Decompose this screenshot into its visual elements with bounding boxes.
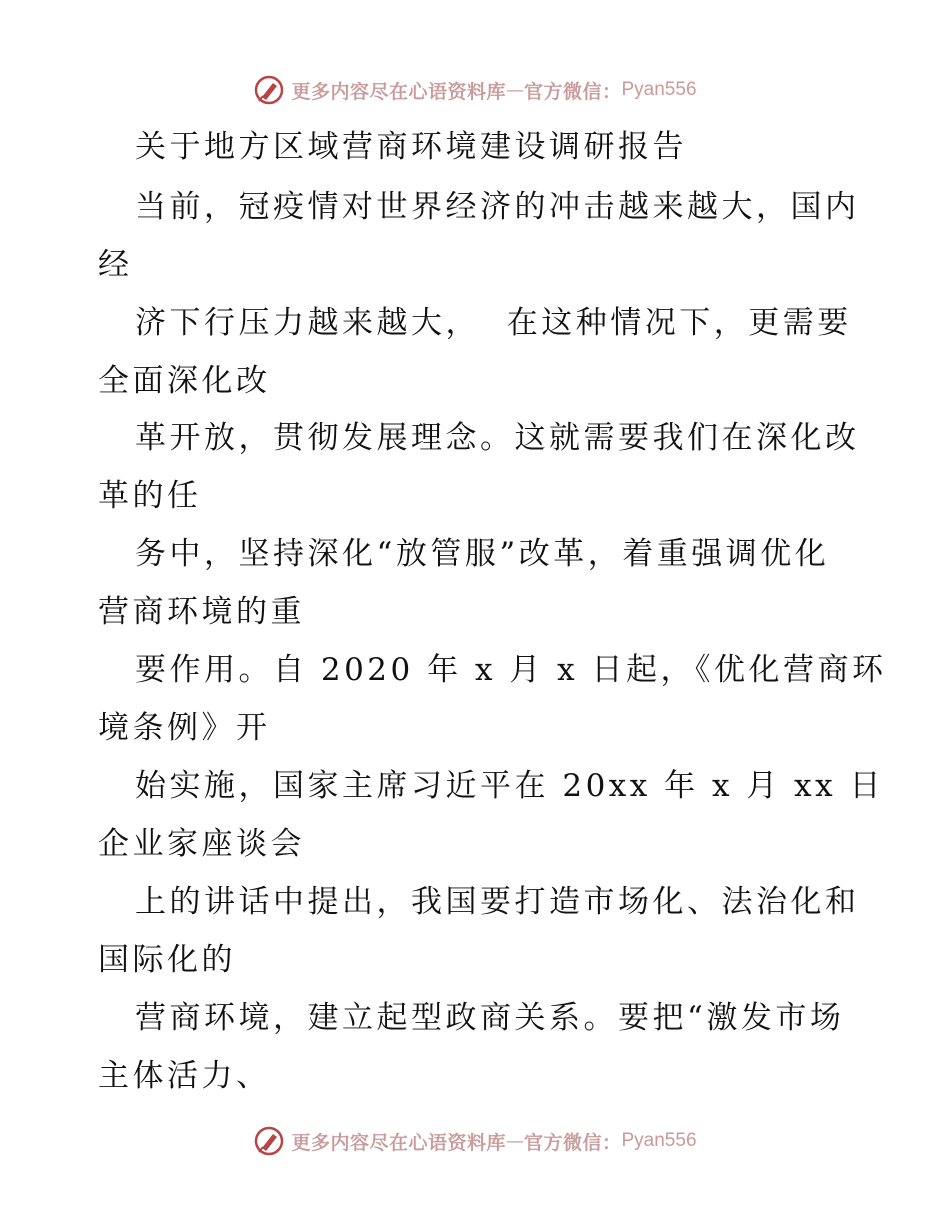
- watermark-text: 更多内容尽在心语资料库: [291, 80, 506, 103]
- text-line: 革开放，贯彻发展理念。这就需要我们在深化改: [135, 420, 860, 456]
- footer-watermark: [0, 1121, 950, 1161]
- text-line: 营商环境的重: [98, 594, 305, 630]
- quill-logo-icon: [253, 74, 285, 106]
- text-line: 国际化的: [98, 942, 236, 978]
- watermark-wechat-label: 官方微信：: [523, 80, 622, 103]
- watermark-wechat-id: Pyan556: [621, 1130, 697, 1151]
- text-line: 务中，坚持深化“放管服”改革，着重强调优化: [135, 536, 830, 572]
- text-line: 革的任: [98, 478, 202, 514]
- watermark-separator: —: [505, 1130, 524, 1152]
- text-line: 上的讲话中提出，我国要打造市场化、法治化和: [135, 884, 860, 920]
- text-line: 营商环境，建立起型政商关系。要把“激发市场: [135, 1000, 845, 1036]
- text-line: 企业家座谈会: [98, 826, 305, 862]
- watermark-text: 更多内容尽在心语资料库: [291, 1131, 506, 1154]
- watermark-wechat-id: Pyan556: [621, 79, 697, 100]
- text-line: 经: [98, 247, 133, 283]
- watermark-separator: —: [505, 79, 524, 101]
- text-line: 主体活力、: [98, 1058, 271, 1094]
- text-line: 当前，冠疫情对世界经济的冲击越来越大，国内: [135, 189, 860, 225]
- document-title: 关于地方区域营商环境建设调研报告: [135, 129, 687, 165]
- text-line: 境条例》开: [98, 710, 271, 746]
- text-line: 始实施，国家主席习近平在 20xx 年 x 月 xx 日: [135, 768, 884, 804]
- text-line: 济下行压力越来越大， 在这种情况下，更需要: [135, 305, 852, 341]
- header-watermark: [0, 70, 950, 110]
- watermark-wechat-label: 官方微信：: [523, 1131, 622, 1154]
- text-line: 全面深化改: [98, 363, 271, 399]
- quill-logo-icon: [253, 1125, 285, 1157]
- text-line: 要作用。自 2020 年 x 月 x 日起，《优化营商环: [135, 652, 887, 688]
